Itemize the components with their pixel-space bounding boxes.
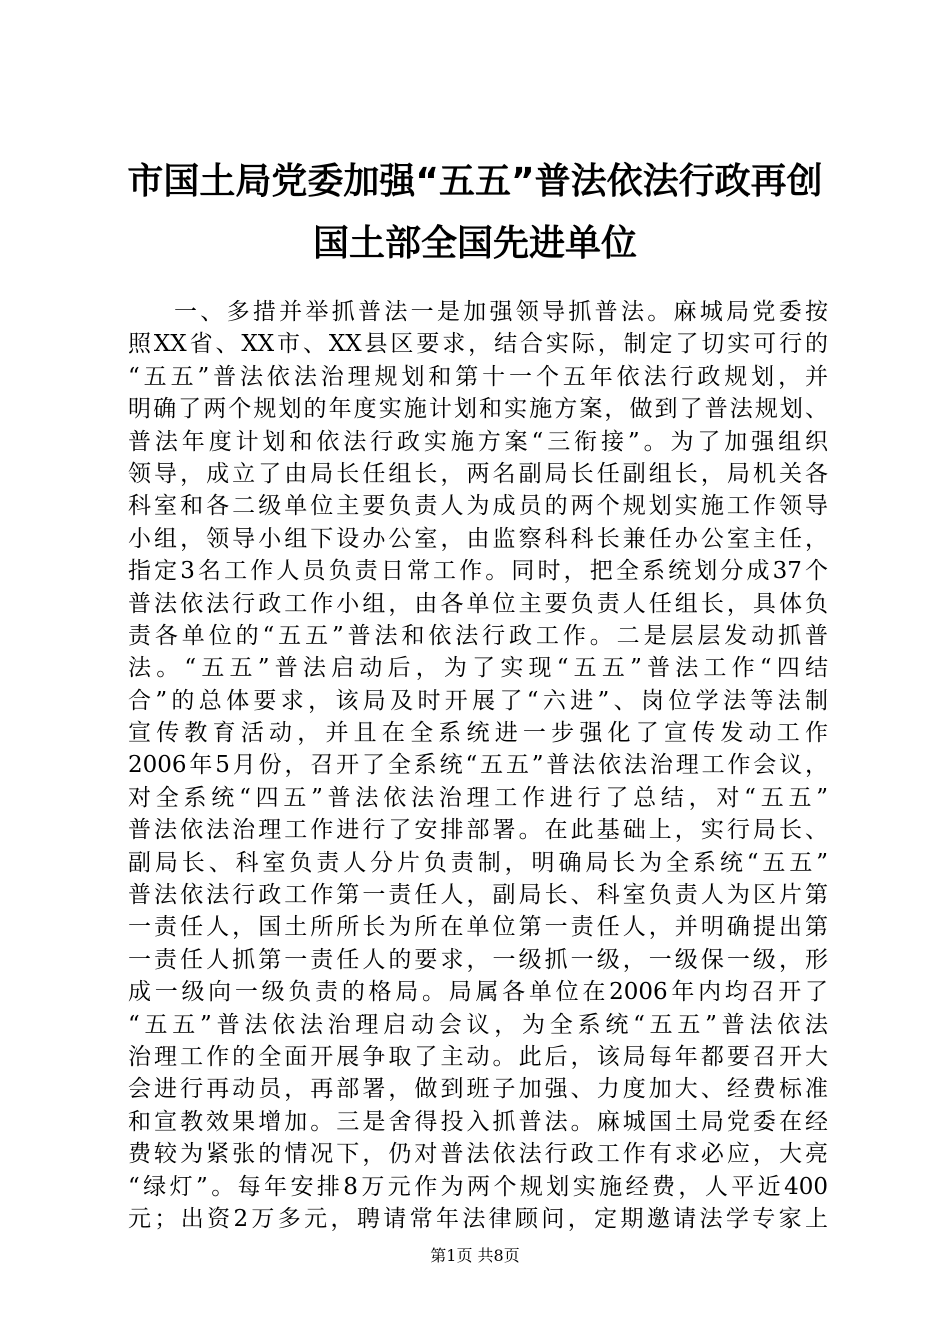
document-title-line-2: 国土部全国先进单位 xyxy=(312,223,637,264)
page-footer: 第1页 共8页 xyxy=(430,1246,520,1265)
body-line: 法。“五五”普法启动后，为了实现“五五”普法工作“四结 xyxy=(128,655,828,682)
body-line: 普法依法行政工作第一责任人，副局长、科室负责人为区片第 xyxy=(128,882,828,909)
body-line: 对全系统“四五”普法依法治理工作进行了总结，对“五五” xyxy=(128,784,828,811)
body-line: 治理工作的全面开展争取了主动。此后，该局每年都要召开大 xyxy=(128,1043,828,1070)
body-line: 指定3名工作人员负责日常工作。同时，把全系统划分成37个 xyxy=(128,558,828,585)
body-line: 一、多措并举抓普法一是加强领导抓普法。麻城局党委按 xyxy=(174,299,828,325)
body-line: 照XX省、XX市、XX县区要求，结合实际，制定了切实可行的 xyxy=(128,331,828,358)
body-line: 会进行再动员，再部署，做到班子加强、力度加大、经费标准 xyxy=(128,1076,828,1103)
body-line: “绿灯”。每年安排8万元作为两个规划实施经费，人平近400 xyxy=(128,1173,828,1200)
body-line: “五五”普法依法治理启动会议，为全系统“五五”普法依法 xyxy=(128,1011,828,1038)
body-line: 一责任人抓第一责任人的要求，一级抓一级，一级保一级，形 xyxy=(128,946,828,973)
body-line: 普法年度计划和依法行政实施方案“三衔接”。为了加强组织 xyxy=(128,428,828,455)
body-line: 责各单位的“五五”普法和依法行政工作。二是层层发动抓普 xyxy=(128,622,828,649)
body-line: 2006年5月份，召开了全系统“五五”普法依法治理工作会议， xyxy=(128,752,828,779)
body-line: 领导，成立了由局长任组长，两名副局长任副组长，局机关各 xyxy=(128,460,828,487)
document-body xyxy=(128,296,828,1235)
body-line: 明确了两个规划的年度实施计划和实施方案，做到了普法规划、 xyxy=(128,396,828,423)
body-line: 普法依法治理工作进行了安排部署。在此基础上，实行局长、 xyxy=(128,817,828,844)
body-line: 合”的总体要求，该局及时开展了“六进”、岗位学法等法制 xyxy=(128,687,828,714)
body-line: 科室和各二级单位主要负责人为成员的两个规划实施工作领导 xyxy=(128,493,828,520)
body-line: 和宣教效果增加。三是舍得投入抓普法。麻城国土局党委在经 xyxy=(128,1108,828,1135)
document-title-line-1: 市国土局党委加强“五五”普法依法行政再创 xyxy=(127,161,823,202)
body-line: 费较为紧张的情况下，仍对普法依法行政工作有求必应，大亮 xyxy=(128,1141,828,1168)
body-line: 元；出资2万多元，聘请常年法律顾问，定期邀请法学专家上 xyxy=(128,1205,828,1232)
body-line: 副局长、科室负责人分片负责制，明确局长为全系统“五五” xyxy=(128,849,828,876)
body-line: 普法依法行政工作小组，由各单位主要负责人任组长，具体负 xyxy=(128,590,828,617)
body-line: “五五”普法依法治理规划和第十一个五年依法行政规划，并 xyxy=(128,363,828,390)
body-line: 小组，领导小组下设办公室，由监察科科长兼任办公室主任， xyxy=(128,525,828,552)
body-line: 一责任人，国土所所长为所在单位第一责任人，并明确提出第 xyxy=(128,914,828,941)
body-line: 宣传教育活动，并且在全系统进一步强化了宣传发动工作 xyxy=(128,720,828,747)
body-line: 成一级向一级负责的格局。局属各单位在2006年内均召开了 xyxy=(128,979,828,1006)
